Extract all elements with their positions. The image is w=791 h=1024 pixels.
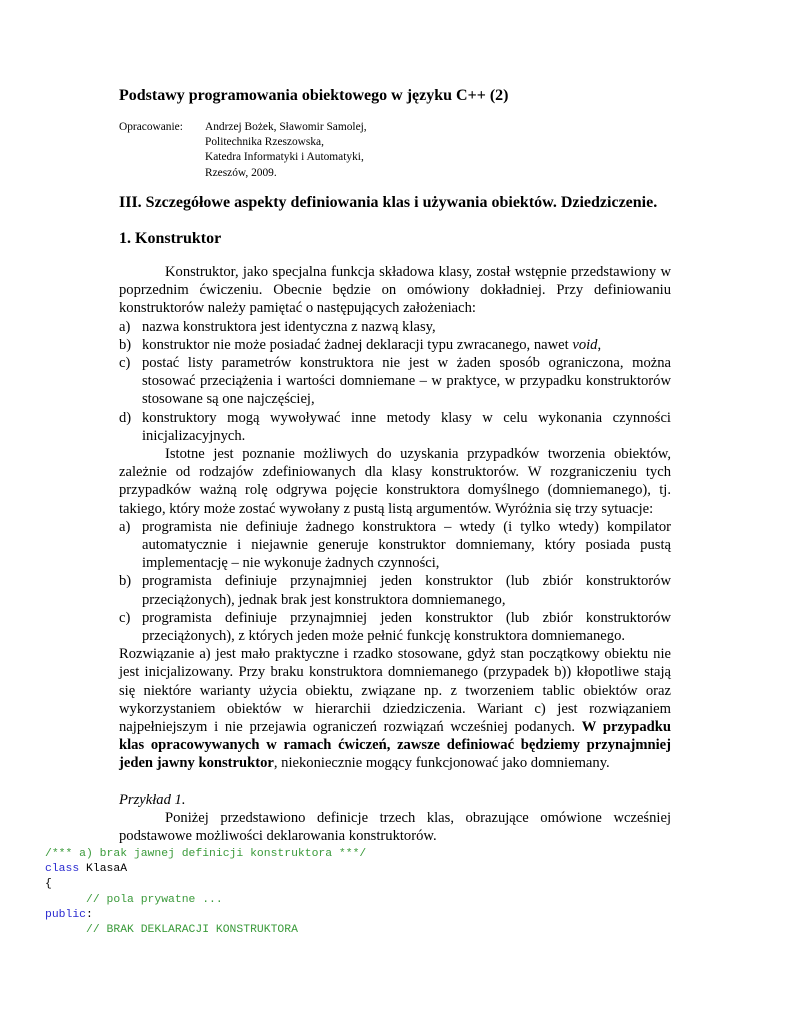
code-text: {: [45, 878, 52, 891]
paragraph: Poniżej przedstawiono definicje trzech klas, obrazujące omówione wcześniej podstawowe możliwości deklarowania konstruktorów.: [119, 809, 671, 845]
author-line: Katedra Informatyki i Automatyki,: [205, 151, 364, 164]
paragraph: Konstruktor, jako specjalna funkcja składowa klasy, został wstępnie przedstawiony w poprzednim ćwiczeniu. Obecnie będzie on omówiony dokładniej. Przy definiowaniu konstruktorów należy pamiętać o następujących założeniach:: [119, 264, 671, 317]
document-title: Podstawy programowania obiektowego w języku C++ (2): [119, 87, 509, 104]
code-comment: /*** a) brak jawnej definicji konstruktora ***/: [45, 848, 367, 860]
list-item-text: konstruktor nie może posiadać żadnej deklaracji typu zwracanego, nawet: [142, 336, 573, 353]
paragraph-text: , niekoniecznie mogący funkcjonować jako domniemany.: [273, 755, 610, 772]
list-marker: b): [119, 573, 132, 590]
list-item: [119, 336, 671, 354]
paragraph-text: Rozwiązanie a) jest mało praktyczne i rzadko stosowane, gdyż stan początkowy obiektu nie jest inicjalizowany. Przy braku konstruktora domniemanego (przypadek b)) kłopotliwe stają się niektóre warianty użycia obiektu, związane np. z tworzeniem tablic obiektów oraz wykorzystaniem obiektów w hierarchii dziedziczenia. Wariant c) jest rozwiązaniem najpełniejszym i nie przejawia ograniczeń rozwiązań wcześniej podanych.: [119, 646, 671, 736]
code-comment: // pola prywatne ...: [45, 893, 223, 906]
bold-emphasis: W przypadku klas opracowywanych w ramach ćwiczeń, zawsze definiować będziemy przynajmniej jeden jawny konstruktor: [119, 719, 672, 772]
code-text: KlasaA: [79, 863, 128, 876]
author-label: Opracowanie:: [119, 121, 183, 133]
author-line: Politechnika Rzeszowska,: [205, 136, 324, 149]
list-item: [119, 518, 671, 573]
list-item-text: programista nie definiuje żadnego konstruktora – wtedy (i tylko wtedy) kompilator automatycznie i niejawnie generuje konstruktor domniemany, który posiada pustą implementację – nie wykonuje żadnych czynności,: [142, 518, 671, 572]
author-lines: [205, 120, 367, 181]
list-marker: c): [119, 355, 131, 372]
list-item: [119, 318, 671, 336]
author-line: Rzeszów, 2009.: [205, 166, 277, 179]
italic-term: void: [572, 336, 598, 353]
list-marker: b): [119, 336, 132, 353]
list-marker: c): [119, 609, 131, 626]
paragraph: Istotne jest poznanie możliwych do uzyskania przypadków tworzenia obiektów, zależnie od rodzajów zdefiniowanych dla klasy konstruktorów. W rozgraniczeniu tych przypadków ważną rolę odgrywa pojęcie konstruktora domyślnego (domniemanego), tj. takiego, który może zostać wywołany z pustą listą argumentów. Wyróżnia się trzy sytuacje:: [119, 446, 671, 517]
list-marker: d): [119, 409, 132, 426]
list-item-text: postać listy parametrów konstruktora nie jest w żaden sposób ograniczona, można stosować przeciążenia i wartości domniemane – w praktyce, w przypadku konstruktorów stosowane są one najczęściej,: [142, 355, 671, 408]
spacer: [119, 773, 671, 791]
list-item: [119, 609, 671, 645]
section-heading: III. Szczegółowe aspekty definiowania klas i używania obiektów. Dziedziczenie.: [119, 194, 658, 211]
list-item-text: ,: [597, 336, 602, 353]
list-item-text: konstruktory mogą wywoływać inne metody klasy w celu wykonania czynności inicjalizacyjnych.: [142, 409, 671, 444]
list-item: [119, 572, 671, 608]
code-listing: [45, 847, 366, 938]
list-item: [119, 354, 671, 409]
example-label: Przykład 1.: [119, 791, 186, 808]
list-marker: a): [119, 518, 131, 535]
author-line: Andrzej Bożek, Sławomir Samolej,: [205, 121, 367, 133]
list-item: [119, 409, 671, 445]
code-keyword: class: [45, 863, 80, 876]
document-body: [119, 263, 671, 845]
subsection-heading: 1. Konstruktor: [119, 230, 222, 247]
list-item-text: programista definiuje przynajmniej jeden konstruktor (lub zbiór konstruktorów przeciążonych), jednak brak jest konstruktora domniemanego,: [142, 573, 671, 608]
list-item-text: nazwa konstruktora jest identyczna z nazwą klasy,: [142, 318, 436, 335]
paragraph: [119, 645, 671, 772]
code-comment: // BRAK DEKLARACJI KONSTRUKTORA: [45, 924, 298, 937]
list-item-text: programista definiuje przynajmniej jeden konstruktor (lub zbiór konstruktorów przeciążonych), z których jeden może pełnić funkcję konstruktora domniemanego.: [142, 609, 671, 645]
code-text: :: [86, 908, 93, 921]
list-marker: a): [119, 318, 131, 335]
code-keyword: public: [45, 908, 87, 921]
